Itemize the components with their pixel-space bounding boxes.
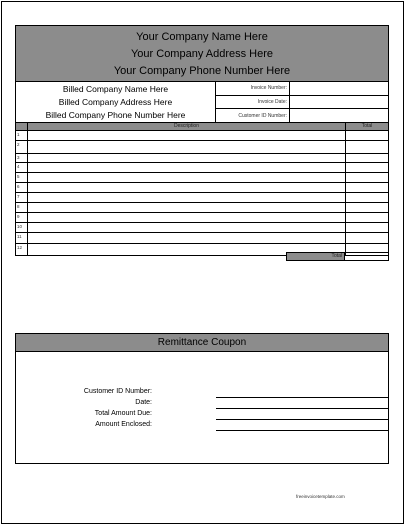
- item-description-field[interactable]: [28, 173, 346, 182]
- table-row: [16, 213, 388, 223]
- item-total-field[interactable]: [346, 223, 388, 232]
- item-number: 7: [16, 193, 28, 202]
- item-description-field[interactable]: [28, 223, 346, 232]
- item-description-field[interactable]: [28, 141, 346, 153]
- invoice-number-row: [216, 82, 388, 96]
- coupon-title: Remittance Coupon: [16, 334, 388, 352]
- coupon-total-due-row: [16, 410, 390, 420]
- invoice-date-row: [216, 96, 388, 110]
- item-description-field[interactable]: [28, 131, 346, 140]
- total-header: Total: [361, 123, 373, 129]
- items-header: [16, 123, 388, 131]
- coupon-customer-id-field[interactable]: [216, 397, 389, 398]
- company-name: Your Company Name Here: [136, 31, 268, 43]
- item-description-field[interactable]: [28, 233, 346, 243]
- item-total-field[interactable]: [346, 141, 388, 153]
- invoice-form: [15, 25, 389, 256]
- invoice-number-label: Invoice Number:: [216, 82, 290, 95]
- footer-note: freeinvoicetemplate.com: [296, 494, 345, 499]
- coupon-total-due-label: Total Amount Due:: [94, 410, 152, 417]
- company-address: Your Company Address Here: [130, 48, 274, 60]
- item-total-field[interactable]: [346, 213, 388, 222]
- customer-id-label: Customer ID Number:: [216, 109, 290, 122]
- item-total-field[interactable]: [346, 131, 388, 140]
- invoice-date-label: Invoice Date:: [216, 96, 290, 109]
- item-number: 2: [16, 141, 28, 153]
- invoice-info-block: [16, 82, 388, 123]
- item-number: 10: [16, 223, 28, 232]
- coupon-total-due-field[interactable]: [216, 419, 389, 420]
- invoice-date-field[interactable]: [290, 96, 388, 109]
- billed-company-name: Billed Company Name Here: [62, 84, 169, 95]
- coupon-date-field[interactable]: [216, 408, 389, 409]
- item-description-field[interactable]: [28, 203, 346, 212]
- item-number: 3: [16, 154, 28, 162]
- total-label: Total: [286, 252, 345, 261]
- coupon-date-row: [16, 399, 390, 409]
- item-number: 4: [16, 163, 28, 172]
- table-row: [16, 173, 388, 183]
- item-description-field[interactable]: [28, 183, 346, 192]
- company-phone: Your Company Phone Number Here: [113, 65, 291, 77]
- coupon-amount-enclosed-row: [16, 421, 390, 431]
- item-total-field[interactable]: [346, 233, 388, 243]
- item-number-header: [16, 123, 28, 130]
- table-row: [16, 154, 388, 163]
- item-number: 1: [16, 131, 28, 140]
- description-header: Description: [28, 123, 346, 130]
- item-number: 9: [16, 213, 28, 222]
- invoice-number-field[interactable]: [290, 82, 388, 95]
- remittance-coupon: [15, 333, 389, 464]
- table-row: [16, 183, 388, 193]
- billed-company-phone: Billed Company Phone Number Here: [45, 109, 186, 120]
- billed-company-address: Billed Company Address Here: [58, 96, 173, 107]
- coupon-customer-id-row: [16, 388, 390, 398]
- item-total-field[interactable]: [346, 163, 388, 172]
- item-total-field[interactable]: [346, 173, 388, 182]
- item-number: 11: [16, 233, 28, 243]
- total-value-field[interactable]: [345, 252, 389, 261]
- item-number: 8: [16, 203, 28, 212]
- coupon-amount-enclosed-label: Amount Enclosed:: [95, 421, 152, 428]
- total-line: [286, 252, 389, 261]
- table-row: [16, 163, 388, 173]
- table-row: [16, 203, 388, 213]
- coupon-amount-enclosed-field[interactable]: [216, 430, 389, 431]
- company-header: [16, 26, 388, 82]
- item-number: 6: [16, 183, 28, 192]
- item-number: 12: [16, 244, 28, 255]
- item-total-field[interactable]: [346, 154, 388, 162]
- invoice-fields: [216, 82, 388, 122]
- item-rows: [16, 131, 388, 255]
- table-row: [16, 233, 388, 244]
- customer-id-field[interactable]: [290, 109, 388, 122]
- item-description-field[interactable]: [28, 193, 346, 202]
- item-description-field[interactable]: [28, 154, 346, 162]
- coupon-customer-id-label: Customer ID Number:: [83, 388, 152, 395]
- table-row: [16, 131, 388, 141]
- item-number: 5: [16, 173, 28, 182]
- table-row: [16, 193, 388, 203]
- item-total-field[interactable]: [346, 193, 388, 202]
- item-total-field[interactable]: [346, 203, 388, 212]
- customer-id-row: [216, 109, 388, 122]
- table-row: [16, 223, 388, 233]
- item-total-field[interactable]: [346, 183, 388, 192]
- table-row: [16, 141, 388, 154]
- billed-company-block: [16, 82, 216, 122]
- item-description-field[interactable]: [28, 163, 346, 172]
- coupon-date-label: Date:: [135, 399, 152, 406]
- item-description-field[interactable]: [28, 213, 346, 222]
